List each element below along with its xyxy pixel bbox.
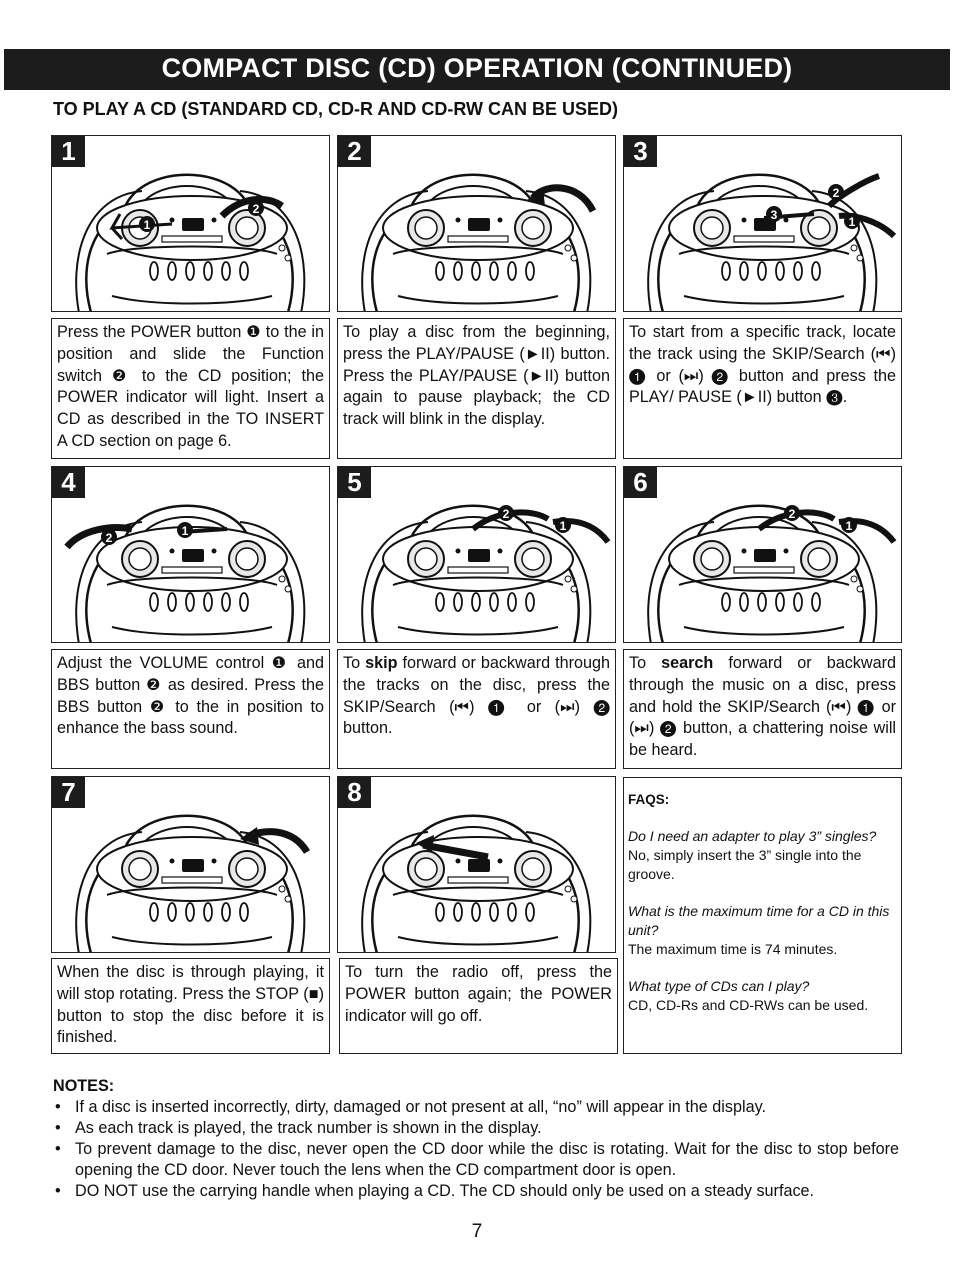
callout-2: 2: [832, 186, 840, 200]
faq-question: What type of CDs can I play?: [628, 978, 810, 994]
play-pause-glyph: ►II: [528, 366, 554, 385]
step-number: 7: [52, 777, 85, 808]
notes-section: [53, 1076, 899, 1202]
callout-3: 3: [770, 208, 778, 222]
stop-glyph: ■: [308, 984, 319, 1003]
faq-answer: The maximum time is 74 minutes.: [628, 941, 838, 957]
step-1-illustration: [51, 135, 330, 312]
list-item: • To prevent damage to the disc, never open the CD door while the disc is rotating. Wait for the disc to stop before opening the CD door. Never touch the lens when the CD compartment door is open.: [55, 1140, 899, 1179]
list-item: • As each track is played, the track number is shown in the display.: [55, 1119, 542, 1137]
callout-1: 1: [143, 218, 151, 232]
boombox-illustration: [52, 136, 330, 312]
boombox-illustration: [624, 136, 902, 312]
notes-heading: NOTES:: [53, 1077, 115, 1095]
faq-question: Do I need an adapter to play 3” singles?: [628, 828, 877, 844]
section-subtitle: TO PLAY A CD (STANDARD CD, CD-R AND CD-RW CAN BE USED): [53, 99, 619, 119]
faq-answer: No, simply insert the 3” single into the groove.: [628, 847, 862, 882]
step-5-text: To skip forward or backward through the tracks on the disc, press the SKIP/Search (⏮) ❶ or (⏭) ❷ button.: [337, 649, 616, 769]
faq-heading: FAQS:: [628, 792, 670, 807]
boombox-illustration: [52, 467, 330, 643]
faq-question: What is the maximum time for a CD in this unit?: [628, 903, 890, 938]
callout-1: 1: [181, 524, 189, 538]
step-4-illustration: [51, 466, 330, 643]
boombox-illustration: [338, 467, 616, 643]
play-pause-glyph: ►II: [524, 344, 550, 363]
step-3-text: To start from a specific track, locate the track using the SKIP/Search (⏮) ❶ or (⏭) ❷ button and press the PLAY/ PAUSE (►II) button ❸.: [623, 318, 902, 459]
step-number: 8: [338, 777, 371, 808]
step-3-illustration: [623, 135, 902, 312]
step-7-illustration: [51, 776, 330, 953]
boombox-illustration: [624, 467, 902, 643]
skip-forward-glyph: ⏭: [634, 719, 649, 738]
step-number: 6: [624, 467, 657, 498]
step-number: 1: [52, 136, 85, 167]
step-2-text: To play a disc from the beginning, press the PLAY/PAUSE (►II) button. Press the PLAY/PAUSE (►II) button again to pause playback; the CD track will blink in the display.: [337, 318, 616, 459]
callout-1: 1: [845, 519, 853, 533]
step-number: 2: [338, 136, 371, 167]
step-6-text: To search forward or backward through the music on a disc, press and hold the SKIP/Search (⏮) ❶ or (⏭) ❷ button, a chattering noise will be heard.: [623, 649, 902, 769]
skip-back-glyph: ⏮: [454, 697, 470, 716]
header-bar: [4, 49, 950, 90]
boombox-illustration: [338, 136, 616, 312]
callout-2: 2: [105, 531, 113, 545]
callout-1: 1: [848, 215, 856, 229]
step-7-text: When the disc is through playing, it will stop rotating. Press the STOP (■) button to stop the disc before it is finished.: [51, 958, 330, 1054]
step-8-text: To turn the radio off, press the POWER button again; the POWER indicator will go off.: [339, 958, 618, 1054]
callout-2: 2: [252, 202, 260, 216]
skip-forward-glyph: ⏭: [560, 697, 575, 716]
step-1-text: Press the POWER button ❶ to the in position and slide the Function switch ❷ to the CD position; the POWER indicator will light. Insert a CD as described in the TO INSERT A CD section on page 6.: [51, 318, 330, 459]
list-item: • If a disc is inserted incorrectly, dirty, damaged or not present at all, “no” will appear in the display.: [55, 1098, 766, 1116]
faq-answer: CD, CD-Rs and CD-RWs can be used.: [628, 997, 869, 1013]
step-4-text: Adjust the VOLUME control ❶ and BBS button ❷ as desired. Press the BBS button ❷ to the in position to enhance the bass sound.: [51, 649, 330, 769]
step-number: 5: [338, 467, 371, 498]
play-pause-glyph: ►II: [741, 388, 767, 407]
page-title: COMPACT DISC (CD) OPERATION (CONTINUED): [161, 53, 793, 83]
skip-back-glyph: ⏮: [831, 697, 846, 716]
callout-2: 2: [788, 507, 796, 521]
skip-back-glyph: ⏮: [876, 344, 891, 363]
step-number: 4: [52, 467, 85, 498]
step-5-illustration: [337, 466, 616, 643]
callout-2: 2: [502, 507, 510, 521]
boombox-illustration: [338, 777, 616, 953]
step-6-illustration: [623, 466, 902, 643]
step-number: 3: [624, 136, 657, 167]
boombox-illustration: [52, 777, 330, 953]
faq-box: [623, 777, 902, 1054]
step-2-illustration: [337, 135, 616, 312]
list-item: • DO NOT use the carrying handle when playing a CD. The CD should only be used on a steady surface.: [55, 1182, 815, 1200]
step-8-illustration: [337, 776, 616, 953]
skip-forward-glyph: ⏭: [683, 366, 699, 385]
page-number: 7: [471, 1221, 483, 1242]
callout-1: 1: [559, 519, 567, 533]
